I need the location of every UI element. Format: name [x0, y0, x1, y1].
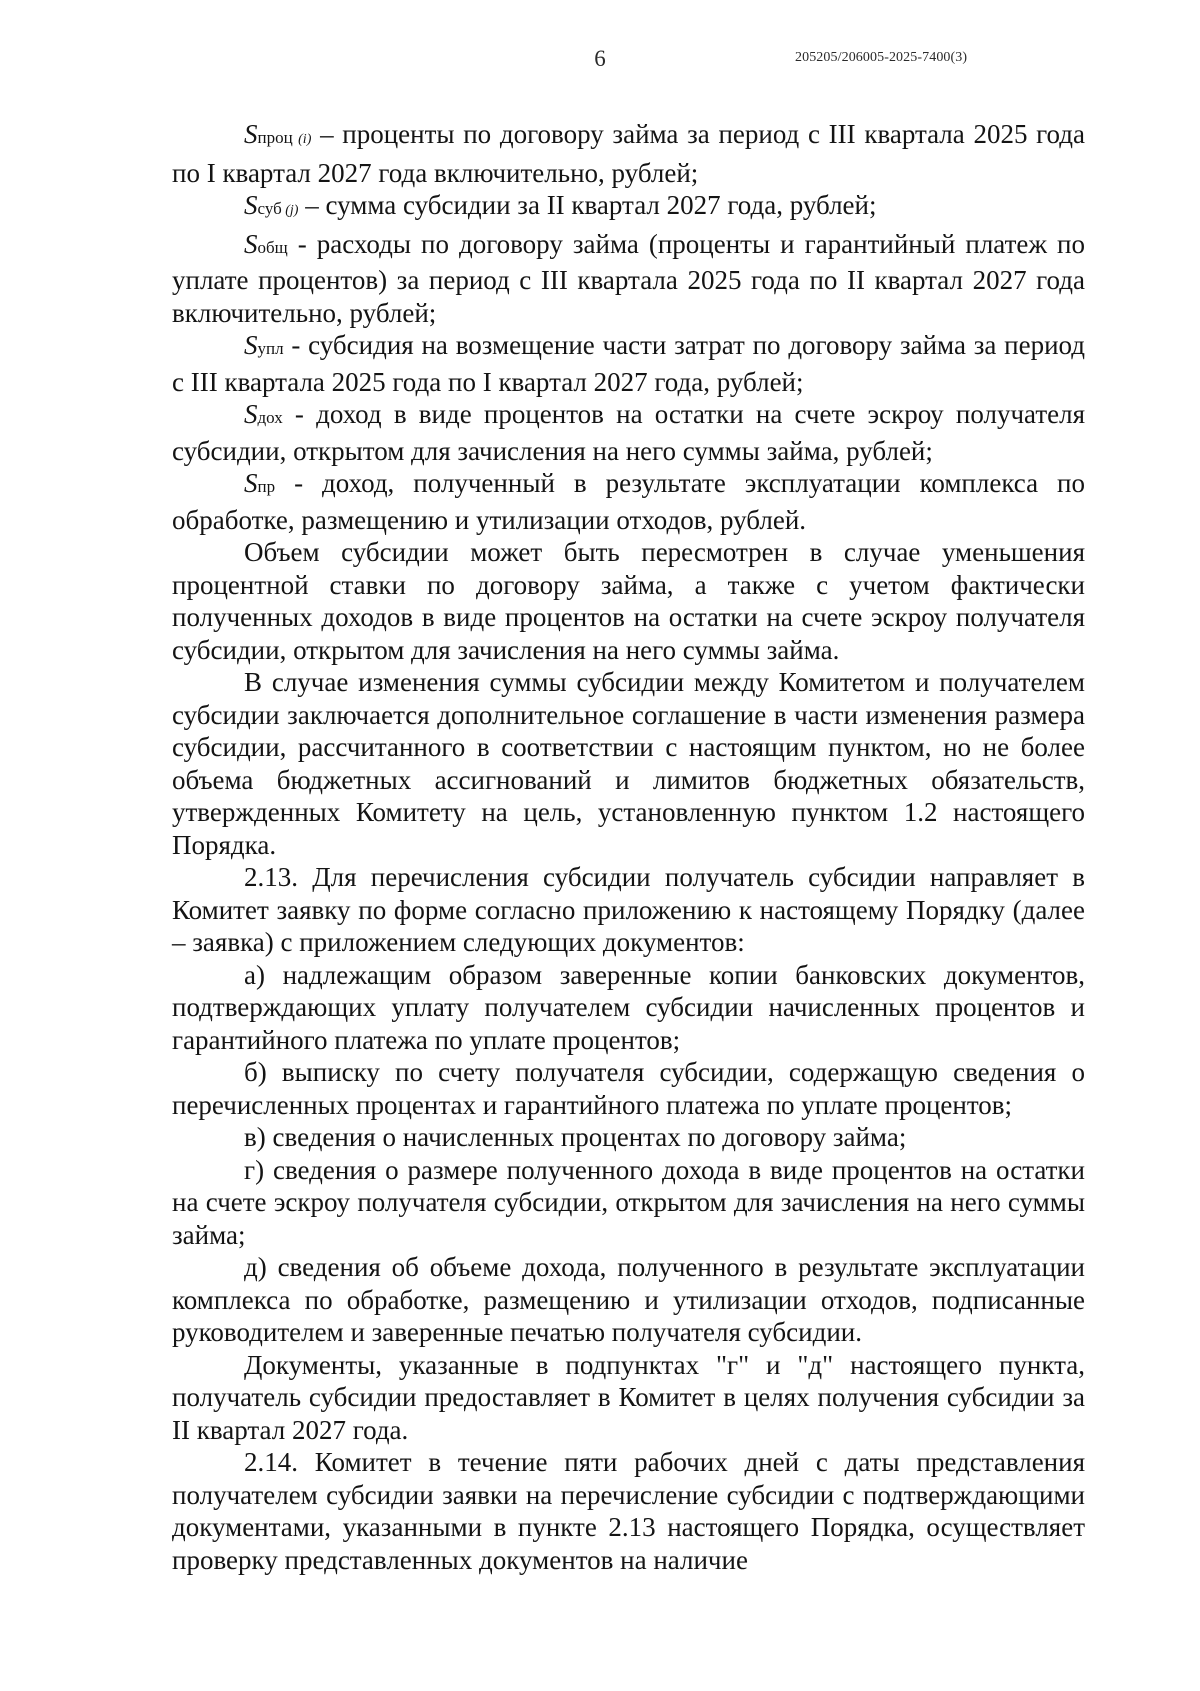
definition-s-dokh — [172, 398, 1085, 467]
list-item-b: б) выписку по счету получателя субсидии, содержащую сведения о перечисленных процентах и гарантийного платежа по уплате процентов; — [172, 1057, 1085, 1120]
symbol-subscript: суб — [257, 199, 282, 218]
symbol: S — [244, 399, 258, 429]
symbol-subscript: пр — [257, 477, 276, 496]
definition-text: - расходы по договору займа (проценты и гарантийный платеж по уплате процентов) за период с III квартала 2025 года по II квартал 2027 года включительно, рублей; — [172, 228, 1085, 328]
definition-s-upl — [172, 329, 1085, 398]
symbol-subscript: дох — [257, 408, 283, 427]
paragraph-2-13: 2.13. Для перечисления субсидии получатель субсидии направляет в Комитет заявку по форме согласно приложению к настоящему Порядку (далее – заявка) с приложением следующих документов: — [172, 862, 1085, 957]
symbol-index: (j) — [281, 203, 299, 218]
paragraph-2-14: 2.14. Комитет в течение пяти рабочих дней с даты представления получателем субсидии заявки на перечисление субсидии с подтверждающими документами, указанными в пункте 2.13 настоящего Порядка, осуществляет проверку представленных документов на наличие — [172, 1447, 1085, 1575]
symbol: S — [244, 190, 258, 220]
paragraph-documents-note: Документы, указанные в подпунктах "г" и "д" настоящего пункта, получатель субсидии предоставляет в Комитет в целях получения субсидии за II квартал 2027 года. — [172, 1349, 1085, 1445]
definition-text: - доход, полученный в результате эксплуатации комплекса по обработке, размещению и утилизации отходов, рублей. — [172, 468, 1085, 535]
symbol-subscript: проц — [257, 128, 293, 147]
list-item-a: а) надлежащим образом заверенные копии банковских документов, подтверждающих уплату получателем субсидии начисленных процентов и гарантийного платежа по уплате процентов; — [172, 959, 1085, 1055]
definition-s-pr — [172, 467, 1085, 536]
symbol-index: (i) — [292, 132, 312, 147]
symbol: S — [244, 330, 258, 360]
symbol: S — [244, 119, 258, 149]
definition-text: - субсидия на возмещение части затрат по договору займа за период с III квартала 2025 года по I квартал 2027 года, рублей; — [172, 330, 1085, 397]
paragraph-subsidy-revision: Объем субсидии может быть пересмотрен в случае уменьшения процентной ставки по договору займа, а также с учетом фактически полученных доходов в виде процентов на остатки на счете эскроу получателя субсидии, открытом для зачисления на него суммы займа. — [172, 537, 1085, 665]
symbol: S — [244, 468, 258, 498]
symbol: S — [244, 228, 258, 259]
page-number: 6 — [594, 46, 606, 71]
definition-text: - доход в виде процентов на остатки на счете эскроу получателя субсидии, открытом для зачисления на него суммы займа, рублей; — [172, 399, 1085, 466]
list-item-d: д) сведения об объеме дохода, полученного в результате эксплуатации комплекса по обработке, размещению и утилизации отходов, подписанные руководителем и заверенные печатью получателя субсидии. — [172, 1252, 1085, 1347]
document-body — [172, 118, 1085, 1576]
paragraph-additional-agreement: В случае изменения суммы субсидии между Комитетом и получателем субсидии заключается дополнительное соглашение в части изменения размера субсидии, рассчитанного в соответствии с настоящим пунктом, но не более объема бюджетных ассигнований и лимитов бюджетных обязательств, утвержденных Комитету на цель, установленную пунктом 1.2 настоящего Порядка. — [172, 667, 1085, 860]
symbol-subscript: общ — [257, 237, 288, 257]
list-item-g: г) сведения о размере полученного дохода в виде процентов на остатки на счете эскроу получателя субсидии, открытом для зачисления на него суммы займа; — [172, 1154, 1085, 1250]
symbol-subscript: упл — [257, 339, 284, 358]
definition-s-obshch — [172, 228, 1085, 330]
definition-s-proc — [172, 118, 1085, 189]
document-code: 205205/206005-2025-7400(3) — [795, 50, 968, 65]
list-item-v: в) сведения о начисленных процентах по договору займа; — [244, 1122, 907, 1152]
definition-s-sub — [172, 189, 1085, 228]
definition-text: – проценты по договору займа за период с III квартала 2025 года по I квартал 2027 года включительно, рублей; — [172, 119, 1086, 188]
definition-text: – сумма субсидии за II квартал 2027 года, рублей; — [298, 190, 877, 220]
